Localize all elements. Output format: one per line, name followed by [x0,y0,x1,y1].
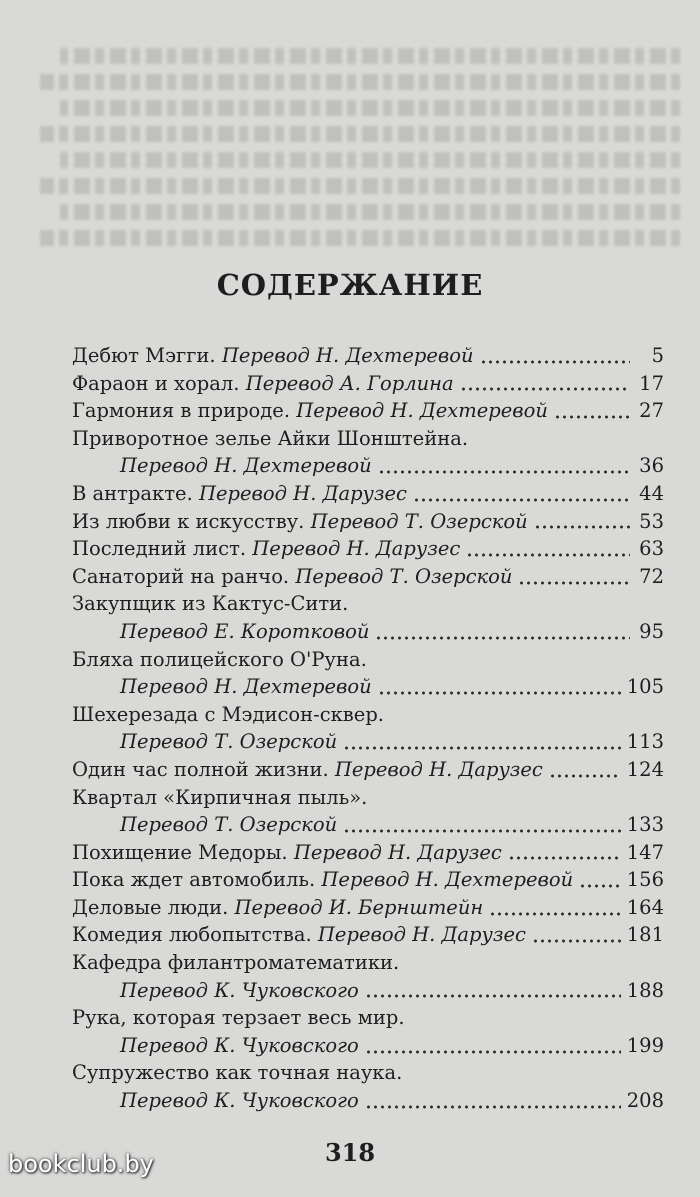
entry-page: 27 [639,399,664,423]
leader-dots [365,1050,621,1054]
leader-dots [518,581,630,585]
entry-page: 36 [639,454,664,478]
entry-page: 181 [626,923,664,947]
toc-entry [72,756,664,784]
toc-entry [72,949,664,1004]
entry-title: Один час полной жизни. [72,757,329,781]
entry-title: В антракте. [72,481,193,505]
entry-title: Фараон и хорал. [72,371,240,395]
table-of-contents [72,342,664,1115]
entry-title: Супружество как точная наука. [72,1061,403,1085]
entry-title: Дебют Мэгги. [72,344,216,367]
leader-dots [549,774,621,778]
entry-translator: Перевод Т. Озерской [295,564,513,588]
entry-title: Санаторий на ранчо. [72,564,290,588]
entry-page: 63 [639,537,664,561]
entry-page: 156 [626,868,664,892]
entry-page: 133 [626,813,664,837]
leader-dots [378,470,630,474]
entry-title: Кафедра филантроматематики. [72,951,400,975]
entry-page: 164 [626,895,664,919]
entry-translator: Перевод Н. Дехтеревой [120,454,372,478]
entry-translator: Перевод К. Чуковского [120,978,359,1002]
toc-entry [72,535,664,563]
entry-title: Из любви к искусству. [72,509,305,533]
entry-title: Пока ждет автомобиль. [72,868,316,892]
entry-translator: Перевод Н. Дарузес [293,840,502,864]
leader-dots [480,360,630,364]
leader-dots [508,856,621,860]
toc-entry [72,342,664,370]
entry-page: 188 [626,978,664,1002]
entry-title: Комедия любопытства. [72,923,312,947]
bleed-through-text [0,0,700,280]
watermark: bookclub.by [8,1150,154,1178]
leader-dots [375,636,630,640]
entry-page: 199 [626,1033,664,1057]
entry-translator: Перевод Т. Озерской [310,509,528,533]
toc-entry [72,701,664,756]
entry-title: Закупщик из Кактус-Сити. [72,592,349,616]
entry-page: 72 [639,564,664,588]
toc-entry [72,866,664,894]
entry-translator: Перевод Н. Дехтеревой [120,675,372,699]
toc-entry [72,563,664,591]
leader-dots [460,387,630,391]
entry-title: Рука, которая терзает весь мир. [72,1006,405,1030]
entry-translator: Перевод Н. Дарузес [334,757,543,781]
entry-translator: Перевод Н. Дехтеревой [296,399,548,423]
entry-translator: Перевод Н. Дарузес [198,481,407,505]
leader-dots [489,912,621,916]
entry-title: Последний лист. [72,537,247,561]
toc-entry [72,590,664,645]
entry-title: Бляха полицейского О'Руна. [72,647,367,671]
toc-entry [72,480,664,508]
entry-title: Похищение Медоры. [72,840,288,864]
entry-translator: Перевод Н. Дарузес [252,537,461,561]
entry-page: 44 [639,481,664,505]
entry-page: 53 [639,509,664,533]
entry-translator: Перевод Н. Дехтеревой [221,344,474,367]
entry-page: 17 [639,371,664,395]
leader-dots [466,553,630,557]
leader-dots [343,746,621,750]
entry-translator: Перевод А. Горлина [245,371,454,395]
leader-dots [579,884,621,888]
entry-title: Шехерезада с Мэдисон-сквер. [72,702,385,726]
entry-page: 208 [626,1089,664,1113]
toc-entry [72,370,664,398]
entry-translator: Перевод И. Бернштейн [234,895,484,919]
entry-page: 105 [626,675,664,699]
toc-entry [72,921,664,949]
entry-translator: Перевод К. Чуковского [120,1033,359,1057]
entry-translator: Перевод Н. Дарузес [317,923,526,947]
toc-entry [72,397,664,425]
entry-page: 5 [651,344,664,367]
leader-dots [343,829,621,833]
leader-dots [554,415,630,419]
toc-heading: СОДЕРЖАНИЕ [216,268,484,302]
entry-page: 147 [626,840,664,864]
entry-title: Квартал «Кирпичная пыль». [72,785,368,809]
leader-dots [378,691,621,695]
toc-entry [72,784,664,839]
entry-page: 95 [639,619,664,643]
entry-title: Деловые люди. [72,895,229,919]
toc-entry [72,508,664,536]
entry-page: 113 [626,730,664,754]
leader-dots [413,498,630,502]
entry-translator: Перевод Е. Коротковой [120,619,370,643]
toc-entry [72,1059,664,1114]
entry-translator: Перевод К. Чуковского [120,1089,359,1113]
entry-page: 124 [626,757,664,781]
leader-dots [365,994,621,998]
entry-translator: Перевод Н. Дехтеревой [321,868,574,892]
entry-translator: Перевод Т. Озерской [120,813,338,837]
toc-entry [72,894,664,922]
entry-title: Приворотное зелье Айки Шонштейна. [72,426,469,450]
toc-entry [72,646,664,701]
leader-dots [532,939,621,943]
leader-dots [365,1105,621,1109]
entry-translator: Перевод Т. Озерской [120,730,338,754]
leader-dots [534,525,630,529]
entry-title: Гармония в природе. [72,399,291,423]
toc-entry [72,425,664,480]
toc-entry [72,1004,664,1059]
toc-entry [72,839,664,867]
page-number: 318 [324,1138,376,1167]
